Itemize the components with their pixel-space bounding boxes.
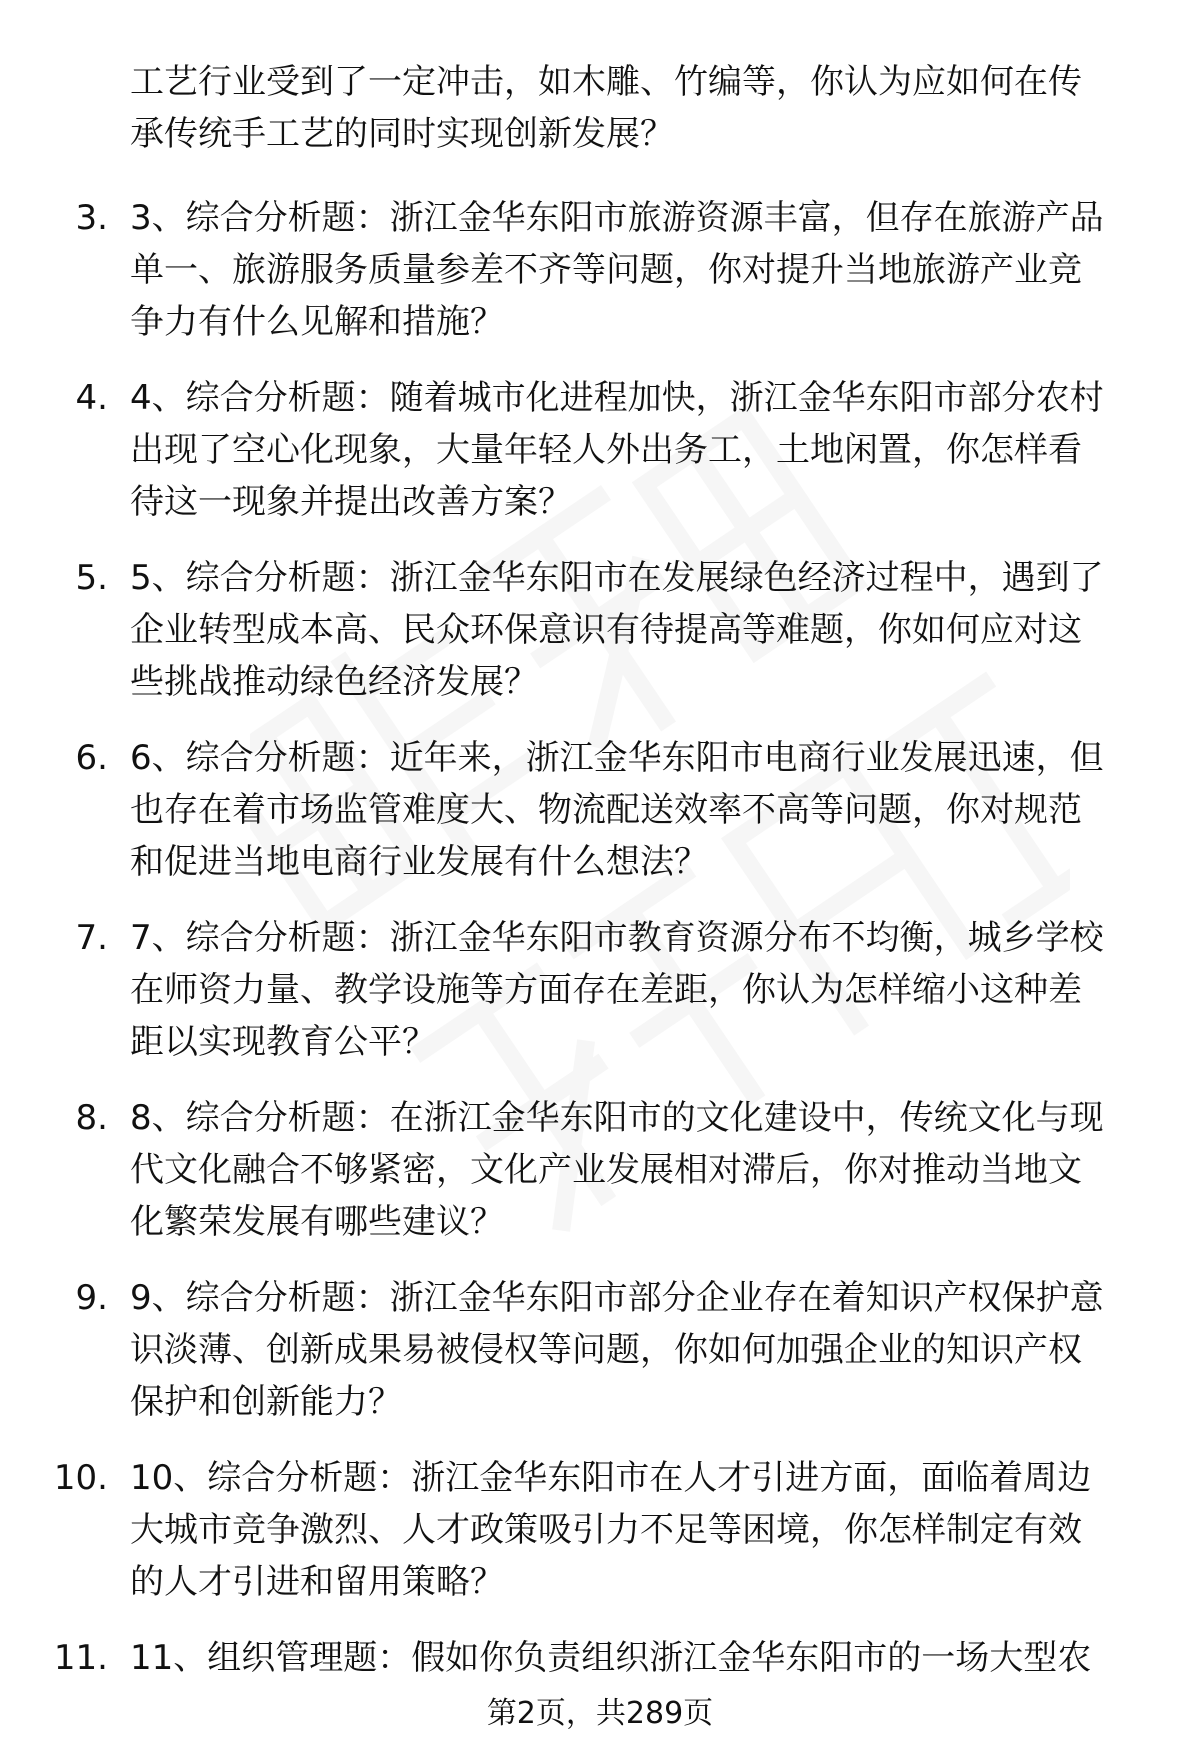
question-text: 6、综合分析题：近年来，浙江金华东阳市电商行业发展迅速，但 也存在着市场监管难度大、物流配送效率不高等问题，你对规范 和促进当地电商行业发展有什么想法？ <box>130 738 1104 882</box>
question-number: 3. <box>75 198 108 238</box>
question-text: 11、组织管理题：假如你负责组织浙江金华东阳市的一场大型农 <box>130 1638 1092 1678</box>
question-text: 4、综合分析题：随着城市化进程加快，浙江金华东阳市部分农村 出现了空心化现象，大量年轻人外出务工，土地闲置，你怎样看 待这一现象并提出改善方案？ <box>130 378 1104 522</box>
question-text: 5、综合分析题：浙江金华东阳市在发展绿色经济过程中，遇到了 企业转型成本高、民众环保意识有待提高等难题，你如何应对这 些挑战推动绿色经济发展？ <box>130 558 1104 702</box>
question-number: 6. <box>75 738 108 778</box>
question-text: 3、综合分析题：浙江金华东阳市旅游资源丰富，但存在旅游产品 单一、旅游服务质量参差不齐等问题，你对提升当地旅游产业竞 争力有什么见解和措施？ <box>130 198 1104 342</box>
question-number: 9. <box>75 1278 108 1318</box>
page-footer: 第2页，共289页 <box>486 1696 714 1731</box>
question-text: 8、综合分析题：在浙江金华东阳市的文化建设中，传统文化与现 代文化融合不够紧密，文化产业发展相对滞后，你对推动当地文 化繁荣发展有哪些建议？ <box>130 1098 1104 1242</box>
question-number: 7. <box>75 918 108 958</box>
question-text: 10、综合分析题：浙江金华东阳市在人才引进方面，面临着周边 大城市竞争激烈、人才政策吸引力不足等困境，你怎样制定有效 的人才引进和留用策略？ <box>130 1458 1092 1602</box>
question-text: 7、综合分析题：浙江金华东阳市教育资源分布不均衡，城乡学校 在师资力量、教学设施等方面存在差距，你认为怎样缩小这种差 距以实现教育公平？ <box>130 918 1104 1062</box>
question-number: 11. <box>53 1638 108 1678</box>
question-number: 8. <box>75 1098 108 1138</box>
question-number: 10. <box>53 1458 108 1498</box>
question-number: 4. <box>75 378 108 418</box>
question-text: 9、综合分析题：浙江金华东阳市部分企业存在着知识产权保护意 识淡薄、创新成果易被侵权等问题，你如何加强企业的知识产权 保护和创新能力？ <box>130 1278 1104 1422</box>
carry-over-paragraph: 工艺行业受到了一定冲击，如木雕、竹编等，你认为应如何在传 承传统手工艺的同时实现创新发展？ <box>130 62 1082 154</box>
question-number: 5. <box>75 558 108 598</box>
